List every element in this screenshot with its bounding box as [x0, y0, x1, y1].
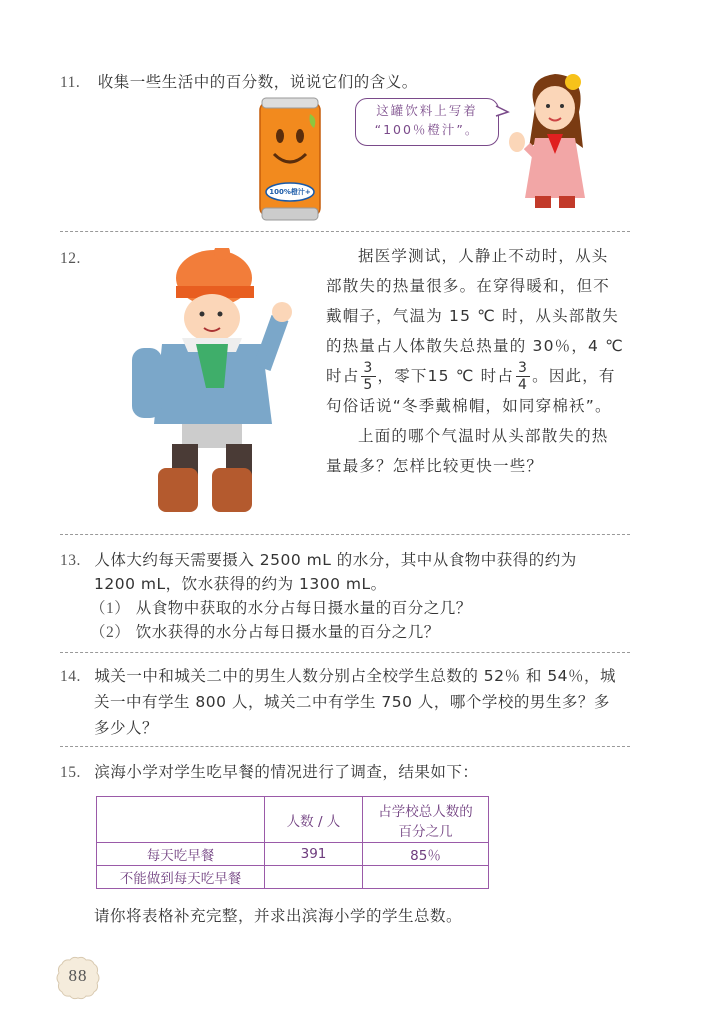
juice-can-illustration: [258, 96, 322, 222]
question-12-number: [60, 246, 81, 271]
question-number: 15.: [60, 764, 81, 781]
question-14: [60, 664, 616, 689]
sub-question-number: （2）: [90, 624, 131, 641]
breakfast-survey-table: [96, 796, 489, 889]
section-divider: [60, 534, 630, 535]
question-text: 多少人？: [94, 719, 159, 737]
boy-illustration: [132, 248, 292, 514]
girl-illustration: [505, 68, 605, 210]
question-15: [60, 760, 478, 785]
column-header: [363, 797, 489, 843]
q12-line: 的热量占人体散失总热量的 30％，4 ℃: [326, 337, 624, 355]
fraction-three-fifths: [361, 360, 375, 393]
q12-line: 部散失的热量很多。在穿得暖和，但不: [326, 277, 610, 295]
section-divider: [60, 746, 630, 747]
sub-question-text: 饮水获得的水分占每日摄水量的百分之几？: [135, 623, 440, 641]
section-divider: [60, 231, 630, 232]
table-header-row: [97, 797, 489, 843]
q12-line: 据医学测试，人静止不动时，从头: [358, 247, 609, 265]
question-text: 收集一些生活中的百分数，说说它们的含义。: [97, 73, 418, 91]
q12-fraction-line: [326, 358, 616, 394]
question-number: 12.: [60, 250, 81, 267]
fraction-denominator: 5: [363, 376, 374, 393]
q12-text: 时占: [326, 367, 360, 385]
table-row: [97, 843, 489, 866]
table-cell: [363, 866, 489, 889]
table-cell: 391: [265, 843, 363, 866]
section-divider: [60, 652, 630, 653]
row-label: 每天吃早餐: [97, 843, 265, 866]
fraction-denominator: 4: [518, 376, 529, 393]
question-13: [60, 548, 577, 573]
question-number: 11.: [60, 74, 81, 91]
row-label: 不能做到每天吃早餐: [97, 866, 265, 889]
column-header-line: 百分之几: [398, 823, 453, 840]
question-text: 人体大约每天需要摄入 2500 mL 的水分，其中从食物中获得的约为: [94, 551, 577, 569]
question-number: 13.: [60, 552, 81, 569]
q12-line: 上面的哪个气温时从头部散失的热: [358, 427, 609, 445]
question-11: [60, 70, 418, 95]
question-instruction: 请你将表格补充完整，并求出滨海小学的学生总数。: [94, 907, 463, 925]
question-text: 城关一中和城关二中的男生人数分别占全校学生总数的 52％ 和 54％，城: [94, 667, 617, 685]
table-cell: [265, 866, 363, 889]
column-header-line: 占学校总人数的: [378, 803, 473, 820]
q12-line: 句俗话说“冬季戴棉帽，如同穿棉袄”。: [326, 397, 612, 415]
q12-text: ，零下15 ℃ 时占: [377, 367, 515, 385]
fraction-three-quarters: [516, 360, 530, 393]
q12-line: 戴帽子，气温为 15 ℃ 时，从头部散失: [326, 307, 619, 325]
sub-question-1: [90, 596, 472, 621]
page-number: 88: [68, 966, 88, 985]
q12-text: 。因此，有: [532, 367, 616, 385]
bubble-line: 这罐饮料上写着: [376, 103, 478, 118]
table-cell: 85％: [363, 843, 489, 866]
speech-bubble: [355, 98, 499, 146]
q12-line: 量最多？怎样比较更快一些？: [326, 457, 544, 475]
table-corner-cell: [97, 797, 265, 843]
table-row: [97, 866, 489, 889]
question-number: 14.: [60, 668, 81, 685]
question-text: 滨海小学对学生吃早餐的情况进行了调查，结果如下：: [94, 763, 479, 781]
can-label: 100%橙汁+: [269, 188, 311, 196]
question-text: 关一中有学生 800 人，城关二中有学生 750 人，哪个学校的男生多？多: [94, 693, 610, 711]
sub-question-2: [90, 620, 440, 645]
bubble-line: “100％橙汁”。: [374, 122, 480, 137]
column-header: 人数 / 人: [265, 797, 363, 843]
sub-question-text: 从食物中获取的水分占每日摄水量的百分之几？: [135, 599, 472, 617]
fraction-numerator: 3: [363, 359, 374, 376]
question-text: 1200 mL，饮水获得的约为 1300 mL。: [94, 575, 387, 593]
fraction-numerator: 3: [518, 359, 529, 376]
sub-question-number: （1）: [90, 600, 131, 617]
